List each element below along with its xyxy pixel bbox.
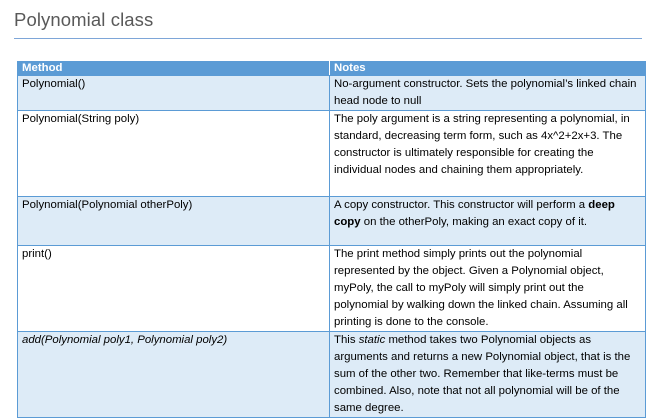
- methods-table: [17, 61, 646, 418]
- notes-cell: No-argument constructor. Sets the polynomial’s linked chain head node to null: [330, 76, 646, 111]
- method-cell: Polynomial(Polynomial otherPoly): [18, 197, 330, 246]
- method-cell: Polynomial(): [18, 76, 330, 111]
- page-title: Polynomial class: [14, 9, 154, 30]
- table-row: [18, 76, 646, 111]
- title-underline: [14, 38, 642, 39]
- table-header-row: [18, 62, 646, 76]
- table-row: [18, 197, 646, 246]
- table-row: [18, 332, 646, 418]
- notes-cell: [330, 332, 646, 418]
- method-cell: print(): [18, 246, 330, 332]
- notes-emphasis: static: [358, 334, 386, 346]
- notes-text: This: [334, 334, 359, 346]
- notes-cell: The poly argument is a string representing a polynomial, in standard, decreasing term form, such as 4x^2+2x+3. The constructor is ultimately responsible for creating the individual nodes and chaining them appropriately.: [330, 111, 646, 197]
- table-row: [18, 246, 646, 332]
- notes-text: A copy constructor. This constructor will perform a: [334, 199, 589, 211]
- method-cell: add(Polynomial poly1, Polynomial poly2): [18, 332, 330, 418]
- notes-text: on the otherPoly, making an exact copy of it.: [360, 216, 588, 228]
- header-method: Method: [18, 62, 330, 76]
- notes-text: method takes two Polynomial objects as arguments and returns a new Polynomial object, that is the sum of the other two. Remember that like-terms must be combined. Also, note that not all polynomial will be of the same degree.: [334, 334, 631, 414]
- method-cell: Polynomial(String poly): [18, 111, 330, 197]
- notes-cell: [330, 197, 646, 246]
- table-row: [18, 111, 646, 197]
- header-notes: Notes: [330, 62, 646, 76]
- notes-cell: The print method simply prints out the polynomial represented by the object. Given a Polynomial object, myPoly, the call to myPoly will simply print out the polynomial by walking down the linked chain. Assuming all printing is done to the console.: [330, 246, 646, 332]
- notes-emphasis: deep copy: [334, 199, 615, 228]
